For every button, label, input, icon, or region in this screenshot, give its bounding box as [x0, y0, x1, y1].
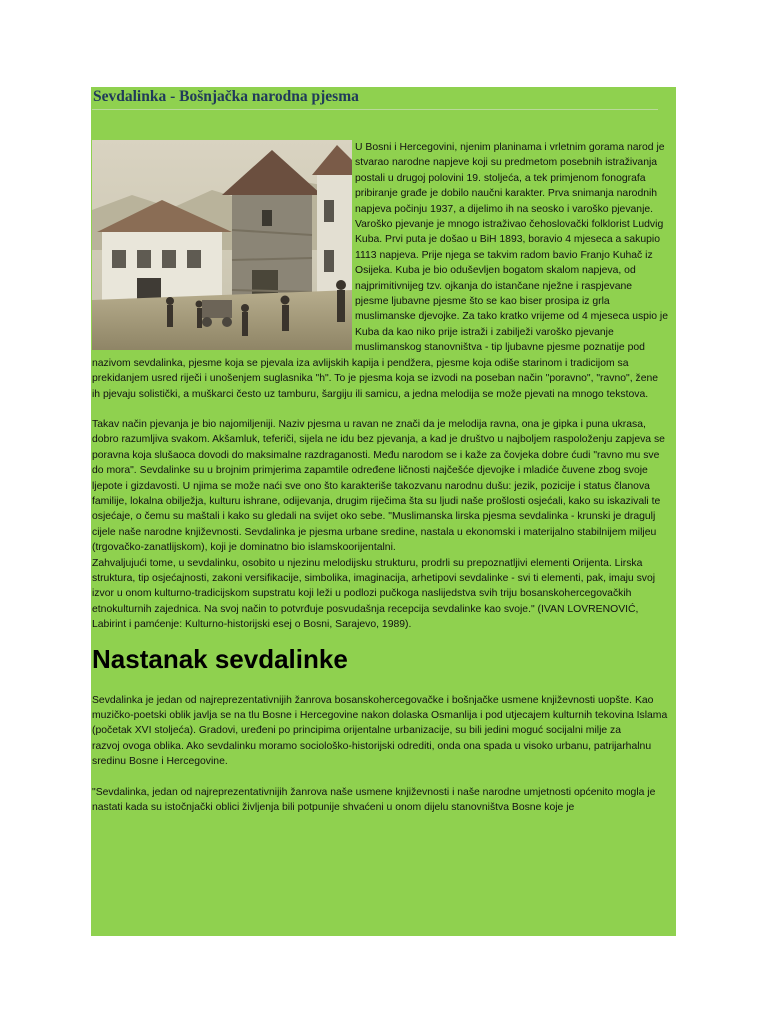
title-bar	[92, 86, 658, 110]
historic-street-photo	[92, 140, 352, 350]
paragraph-6: "Sevdalinka, jedan od najreprezentativnijih žanrova naše usmene književnosti i naše narodne umjetnosti općenito mogla je nastati kada su istočnjački oblici življenja bili potpunije shvaćeni u onom dijelu stanovništva Bosne koje je	[92, 786, 656, 814]
article-body	[92, 140, 668, 936]
paragraph-2: Takav način pjevanja je bio najomiljeniji. Naziv pjesma u ravan ne znači da je melodija ravna, ona je gipka i puna ukrasa, dobro razumljiva svakom. Akšamluk, teferiči, sijela ne idu bez pjevanja, a kad je društvo u najboljem raspoloženju zapjeva se poravna koja slušaoca dovodi do maksimalne razdraganosti. Među narodom se i kaže za čovjeka dobre ćudi "ravno mu sve do mora". Sevdalinke su u brojnim primjerima zapamtile određene ličnosti najčešće djevojke i mladiće čuvene zbog svoje ljepote i gizdavosti. U njima se može naći sve ono što karakteriše takozvanu narodnu dušu: jezik, pozicije i status članova familije, lokalna obilježja, kulturu ishrane, odijevanja, drugim riječima šta su ljudi naše prošlosti osjećali, kako su iskazivali te osjećaje, o čemu su maštali i kako su gledali na svijet oko sebe. "Muslimanska lirska pjesma sevdalinka - krunski je dragulj cijele naše narodne književnosti. Sevdalinka je pjesma urbane sredine, nastala u ekonomski i materijalno stabilnijem miljeu (trgovačko-zanatlijskom), koji je dominatno bio islamskoorijentalni.	[92, 418, 665, 554]
paragraph-gap-2	[92, 770, 668, 785]
paragraph-gap	[92, 402, 668, 417]
paragraph-intro: U Bosni i Hercegovini, njenim planinama i vrletnim gorama narod je stvarao narodne napjeve koji su predmetom posebnih istraživanja postali u drugoj polovini 19. stoljeća, a tek primjenom fonografa pribiranje građe je dobilo naučni karakter. Prva snimanja narodnih napjeva počinju 1937, a dijelimo ih na seosko i varoško pjevanje. Varoško pjevanje je mnogo istraživao čehoslovački folklorist Ludvig Kuba. Prvi puta je došao u BiH 1893, boravio 4 mjeseca a sakupio 1113 napjeva. Prije njega se takvim radom bavio Franjo Kuhač iz Osijeka. Kuba je bio oduševljen bogatom skalom napjeva, od najprimitivnijeg tzv. ojkanja do istančane nježne i raspjevane pjesme ljubavne pjesme što se kao biser prosipa iz grla muslimanske djevojke. Za tako kratko vrijeme od 4 mjeseca uspio je Kuba da kao niko prije istraži i zabilježi varoško pjevanje muslimanskog stanovništva - tip ljubavne pjesme poznatije pod nazivom sevdalinka, pjesme koja se pjevala iza avlijskih kapija i pendžera, pjesme koja odiše starinom i tradicijom sa prekidanjem usred riječi i unošenjem suglasnika "h". To je pjesma koja se izvodi na poseban način "poravno", "ravno", žene ih pjevaju solistički, a muškarci često uz tamburu, šargiju ili samicu, a jedna melodija se može pjevati na mnogo tekstova.	[92, 142, 668, 400]
section-heading-nastanak: Nastanak sevdalinke	[92, 643, 348, 674]
paragraph-3: Zahvaljujući tome, u sevdalinku, osobito u njezinu melodijsku strukturu, prodrli su prepoznatljivi elementi Orijenta. Lirska struktura, tip osjećajnosti, zakoni versifikacije, simbolika, imaginacija, arhetipovi sevdalinke - svi ti elementi, pak, imaju svoj izvor u onom kulturno-tradicijskom supstratu koji leži u podlozi pučkoga naslijedstva svih triju bosanskohercegovačkih etnokulturnih zajednica. Na svoj način to potvrđuje posvudašnja recepcija sevdalinke kao svoje." (IVAN LOVRENOVIĆ, Labirint i pamćenje: Kulturno-historijski esej o Bosni, Sarajevo, 1989).	[92, 557, 656, 631]
paragraph-5: razvoj ovoga oblika. Ako sevdalinku moramo sociološko-historijski odrediti, onda ona spada u visoko urbanu, patrijarhalnu sredinu Bosne i Hercegovine.	[92, 740, 652, 768]
document-title: Sevdalinka - Bošnjačka narodna pjesma	[93, 88, 359, 105]
paragraph-4: Sevdalinka je jedan od najreprezentativnijih žanrova bosanskohercegovačke i bošnjačke usmene književnosti uopšte. Kao muzičko-poetski oblik javlja se na tlu Bosne i Hercegovine nakon dolaska Osmanlija i pod utjecajem kulturnih tekovina Islama (početak XVI stoljeća). Gradovi, uređeni po principima orijentalne urbanizacije, su bili jedini moguć socijalni milje za	[92, 694, 668, 737]
